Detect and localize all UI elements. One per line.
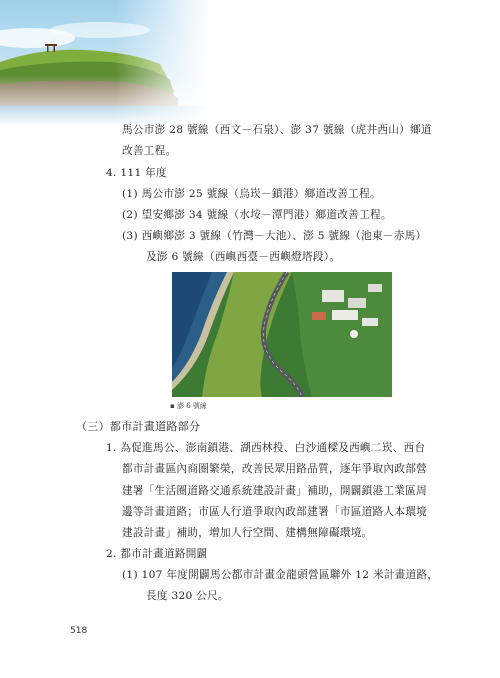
- list-item: (1) 107 年度開闢馬公都市計畫金龍頭營區聯外 12 米計畫道路，: [122, 569, 439, 581]
- list-item-heading: 2. 都市計畫道路開闢: [106, 548, 208, 560]
- list-item-continuation: 建署「生活圈道路交通系統建設計畫」補助，開闢鎖港工業區周: [122, 485, 428, 497]
- list-item-continuation: 長度 320 公尺。: [146, 590, 229, 602]
- list-item-continuation: 建設計畫」補助，增加人行空間、建構無障礙環境。: [122, 527, 373, 539]
- photo-caption: ▪ 澎 6 號線: [170, 402, 207, 410]
- list-item-continuation: 邊等計畫道路；市區人行道爭取內政部建署「市區道路人本環境: [122, 506, 428, 518]
- list-item-continuation: 都市計畫區內商圈繁榮，改善民眾用路品質，逐年爭取內政部營: [122, 463, 428, 475]
- list-item: (1) 馬公市澎 25 號線（烏崁－鎖港）鄉道改善工程。: [122, 188, 381, 200]
- list-item: 1. 為促進馬公、澎南鎖港、湖西林投、白沙通樑及西嶼二崁、西台: [106, 442, 426, 454]
- list-item-heading: 4. 111 年度: [106, 167, 167, 179]
- list-item: (2) 望安鄉澎 34 號線（水垵－潭門港）鄉道改善工程。: [122, 209, 392, 221]
- road-aerial-photo: [172, 272, 392, 397]
- header-banner-image: [0, 0, 210, 125]
- body-text-line: 馬公市澎 28 號線（西文－石泉）、澎 37 號線（虎井西山）鄉道: [122, 124, 432, 136]
- page-number: 518: [70, 626, 88, 636]
- list-item: (3) 西嶼鄉澎 3 號線（竹灣－大池）、澎 5 號線（池東－赤馬）: [122, 230, 427, 242]
- body-text-line: 改善工程。: [122, 145, 177, 157]
- list-item-continuation: 及澎 6 號線（西嶼西臺－西嶼燈塔段）。: [146, 251, 341, 263]
- section-heading: （三）都市計畫道路部分: [76, 420, 201, 433]
